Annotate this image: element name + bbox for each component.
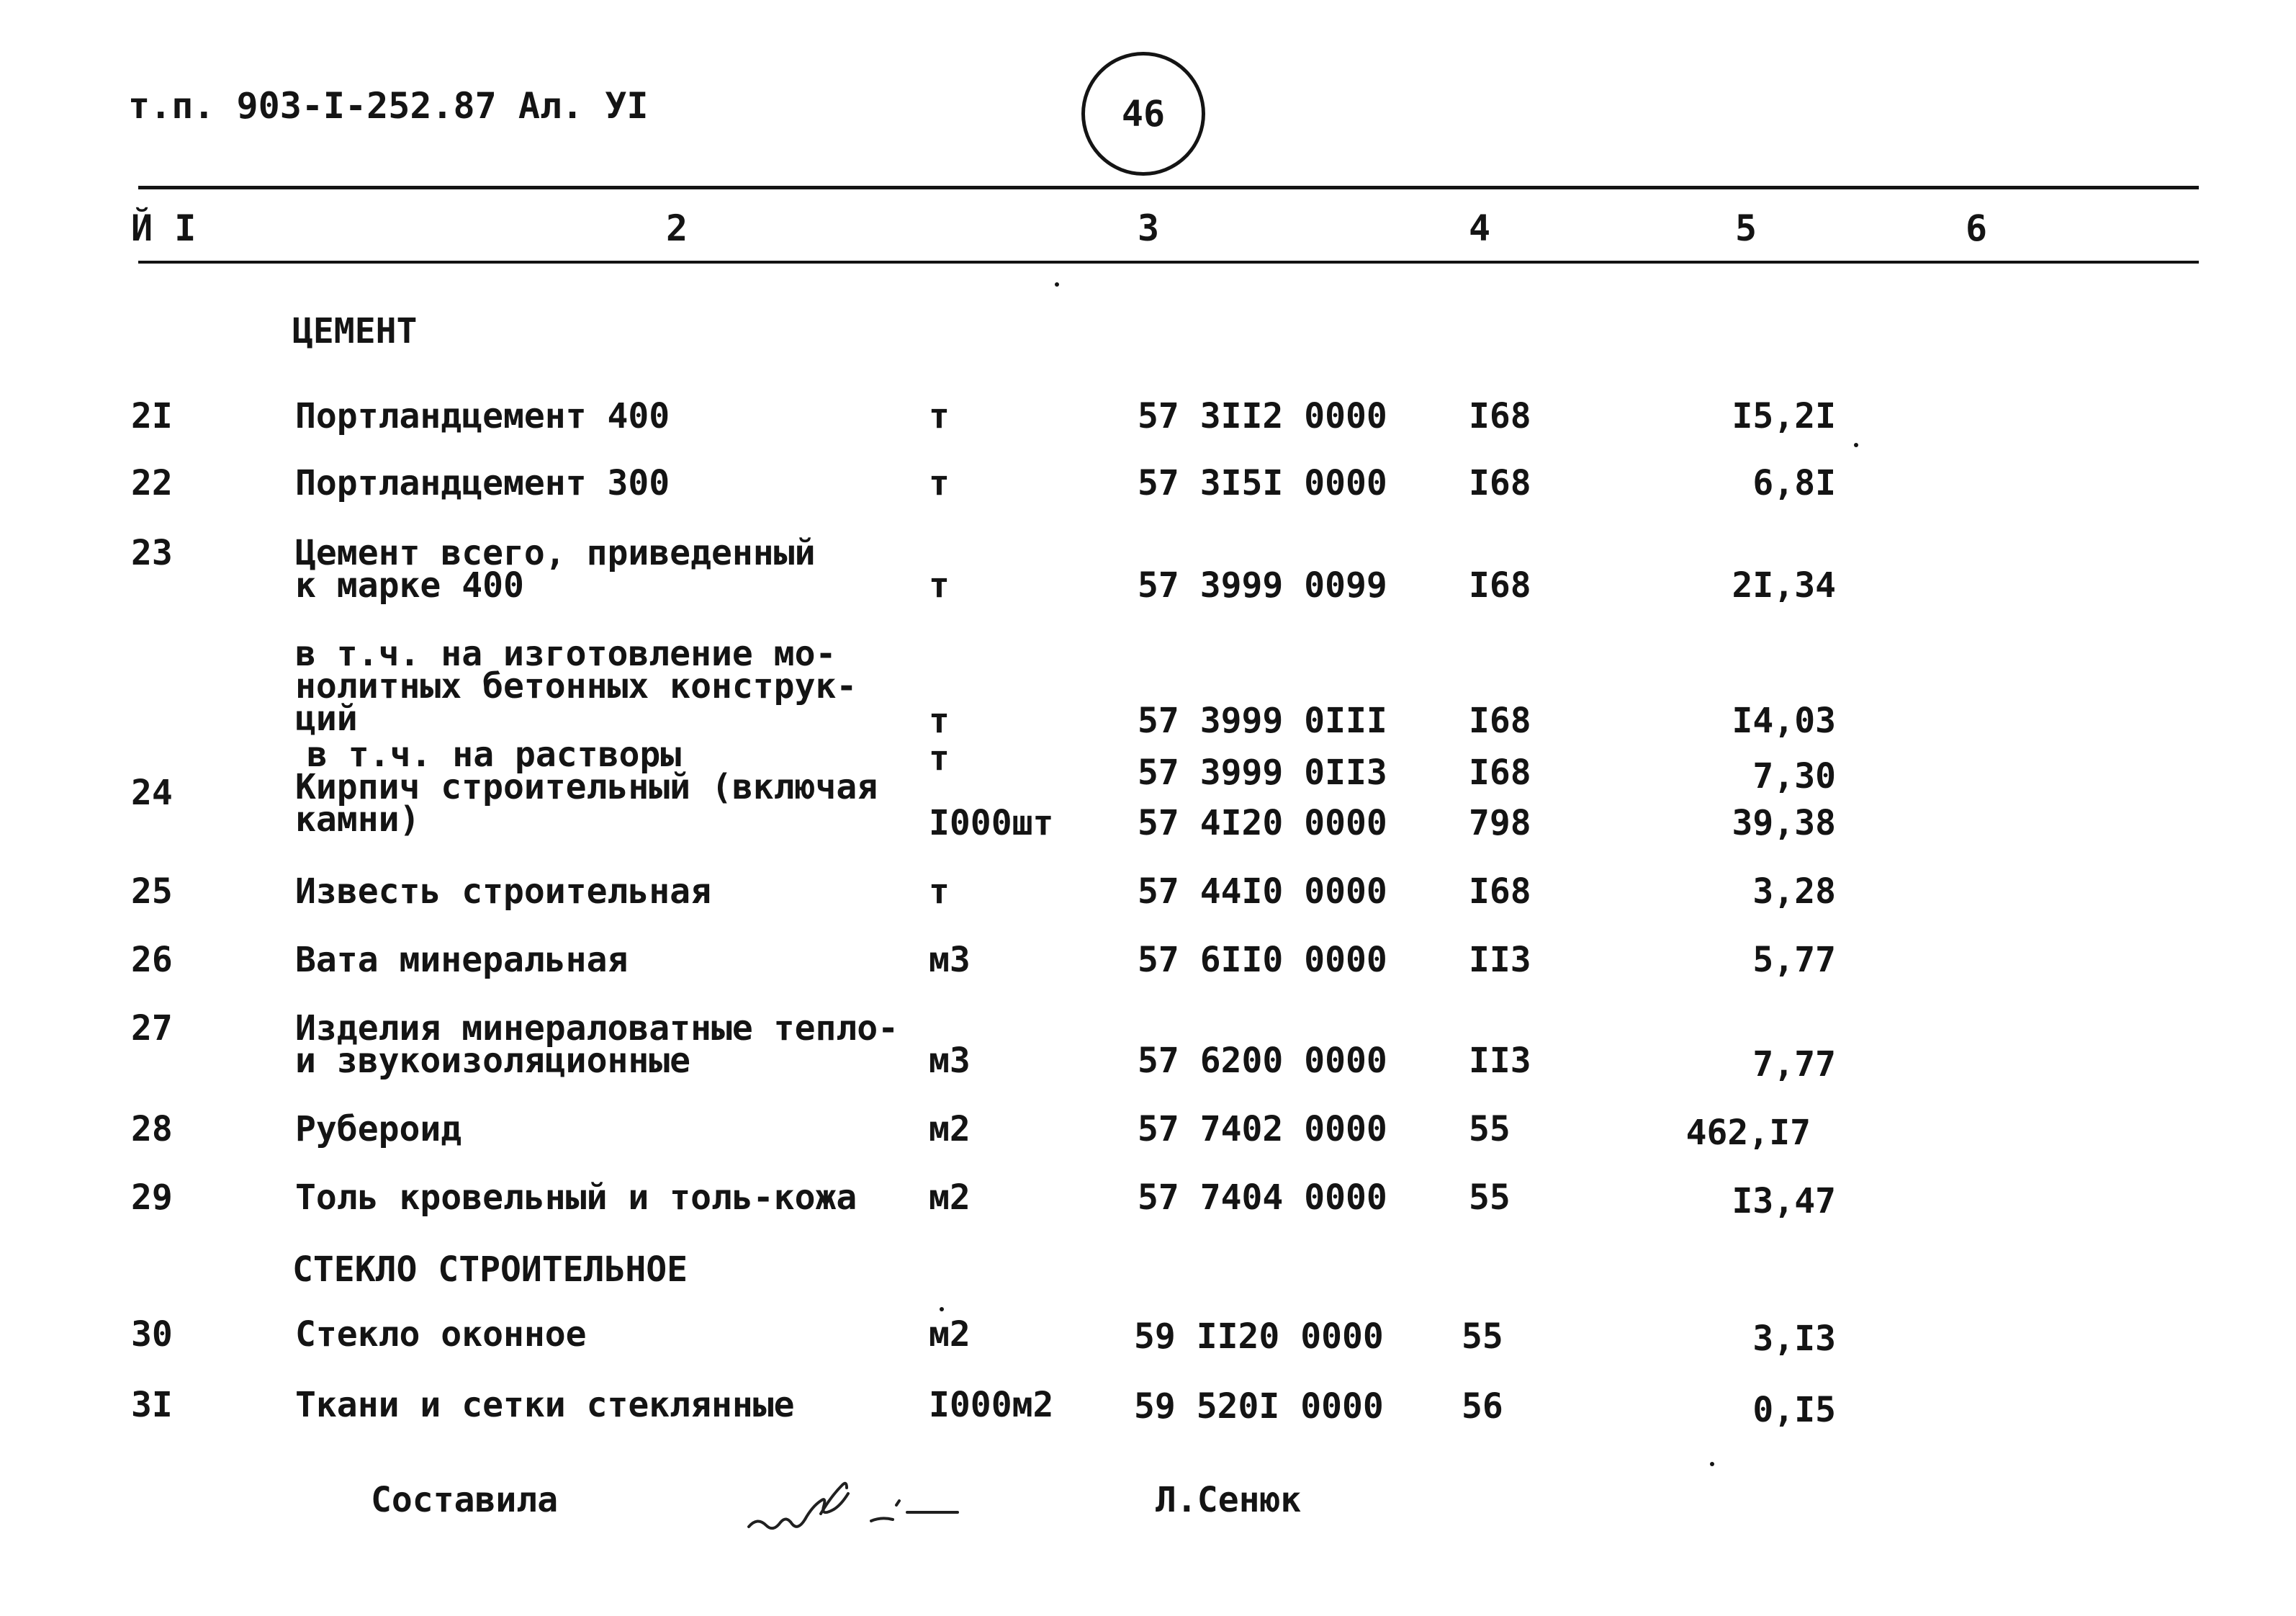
item-name: Портландцемент 400 xyxy=(295,396,670,436)
scan-speck xyxy=(1710,1462,1714,1466)
row-number: 27 xyxy=(131,1008,173,1049)
item-name: Стекло оконное xyxy=(295,1314,587,1355)
product-code: 57 7404 0000 xyxy=(1138,1177,1387,1218)
column-4-value: 55 xyxy=(1469,1109,1511,1149)
unit: м3 xyxy=(929,940,971,980)
table-header-bottom-rule xyxy=(138,261,2199,264)
row-number: 25 xyxy=(131,871,173,912)
unit: м3 xyxy=(929,1041,971,1081)
item-name-continued: камни) xyxy=(295,799,420,840)
item-name: Толь кровельный и толь-кожа xyxy=(295,1177,857,1218)
quantity-value: 5,77 xyxy=(1752,940,1836,980)
section-heading-glass: СТЕКЛО СТРОИТЕЛЬНОЕ xyxy=(292,1249,688,1290)
scan-speck xyxy=(940,1307,944,1311)
column-4-value: 56 xyxy=(1462,1386,1503,1427)
unit: т xyxy=(929,871,950,912)
row-number: 24 xyxy=(131,773,173,813)
unit: т xyxy=(929,396,950,436)
product-code: 57 3I5I 0000 xyxy=(1138,463,1387,503)
product-code: 57 7402 0000 xyxy=(1138,1109,1387,1149)
column-header-4: 4 xyxy=(1469,207,1491,249)
row-number: 3I xyxy=(131,1385,173,1425)
column-4-value: I68 xyxy=(1469,565,1531,606)
product-code: 57 6200 0000 xyxy=(1138,1041,1387,1081)
column-4-value: 55 xyxy=(1462,1316,1503,1357)
unit: I000шт xyxy=(929,803,1054,843)
item-name: Изделия минераловатные тепло- xyxy=(295,1008,899,1049)
quantity-value: I4,03 xyxy=(1732,701,1836,741)
column-header-3: 3 xyxy=(1138,207,1160,249)
item-name: Кирпич строительный (включая xyxy=(295,767,878,807)
product-code: 57 44I0 0000 xyxy=(1138,871,1387,912)
column-header-2: 2 xyxy=(666,207,688,249)
column-4-value: II3 xyxy=(1469,1041,1531,1081)
quantity-value: I5,2I xyxy=(1732,396,1836,436)
scan-speck xyxy=(1055,282,1059,287)
item-name-continued: ций xyxy=(295,699,358,739)
item-name: Цемент всего, приведенный xyxy=(295,533,816,573)
row-number: 2I xyxy=(131,396,173,436)
column-4-value: II3 xyxy=(1469,940,1531,980)
product-code: 57 3999 0II3 xyxy=(1138,753,1387,793)
row-number: 22 xyxy=(131,463,173,503)
quantity-value: 2I,34 xyxy=(1732,565,1836,606)
item-name: в т.ч. на растворы xyxy=(307,735,682,775)
unit: т xyxy=(929,738,950,778)
column-4-value: I68 xyxy=(1469,463,1531,503)
product-code: 57 4I20 0000 xyxy=(1138,803,1387,843)
product-code: 59 II20 0000 xyxy=(1134,1316,1384,1357)
column-header-5: 5 xyxy=(1735,207,1757,249)
page-number: 46 xyxy=(1121,93,1166,135)
item-name-continued: и звукоизоляционные xyxy=(295,1041,691,1081)
column-4-value: I68 xyxy=(1469,396,1531,436)
unit: т xyxy=(929,565,950,606)
column-4-value: I68 xyxy=(1469,701,1531,741)
unit: т xyxy=(929,463,950,503)
item-name: Портландцемент 300 xyxy=(295,463,670,503)
quantity-value: 462,I7 xyxy=(1685,1113,1811,1153)
product-code: 59 520I 0000 xyxy=(1134,1386,1384,1427)
quantity-value: 0,I5 xyxy=(1752,1390,1836,1430)
unit: м2 xyxy=(929,1314,971,1355)
item-name: Вата минеральная xyxy=(295,940,629,980)
quantity-value: I3,47 xyxy=(1732,1181,1836,1221)
column-header-1: Й I xyxy=(131,207,197,249)
quantity-value: 3,I3 xyxy=(1752,1319,1836,1359)
unit: м2 xyxy=(929,1177,971,1218)
product-code: 57 3999 0099 xyxy=(1138,565,1387,606)
composed-by-label: Составила xyxy=(371,1480,559,1520)
unit: м2 xyxy=(929,1109,971,1149)
row-number: 28 xyxy=(131,1109,173,1149)
quantity-value: 7,30 xyxy=(1752,756,1836,796)
quantity-value: 7,77 xyxy=(1752,1044,1836,1085)
section-heading-cement: ЦЕМЕНТ xyxy=(292,311,418,351)
item-name-continued: к марке 400 xyxy=(295,565,524,606)
document-reference: т.п. 903-I-252.87 Ал. УI xyxy=(128,85,649,127)
scan-speck xyxy=(1854,443,1858,447)
item-name: Ткани и сетки стеклянные xyxy=(295,1385,795,1425)
row-number: 30 xyxy=(131,1314,173,1355)
quantity-value: 6,8I xyxy=(1752,463,1836,503)
quantity-value: 39,38 xyxy=(1732,803,1836,843)
page-number-circle xyxy=(1081,52,1205,176)
column-header-6: 6 xyxy=(1966,207,1988,249)
unit: т xyxy=(929,701,950,741)
composer-name: Л.Сенюк xyxy=(1156,1480,1302,1520)
item-name: в т.ч. на изготовление мо- xyxy=(295,634,837,674)
quantity-value: 3,28 xyxy=(1752,871,1836,912)
item-name-continued: нолитных бетонных конструк- xyxy=(295,666,857,706)
product-code: 57 6II0 0000 xyxy=(1138,940,1387,980)
product-code: 57 3II2 0000 xyxy=(1138,396,1387,436)
column-4-value: 798 xyxy=(1469,803,1531,843)
row-number: 29 xyxy=(131,1177,173,1218)
table-top-rule xyxy=(138,186,2199,189)
unit: I000м2 xyxy=(929,1385,1054,1425)
column-4-value: I68 xyxy=(1469,871,1531,912)
item-name: Рубероид xyxy=(295,1109,462,1149)
row-number: 23 xyxy=(131,533,173,573)
product-code: 57 3999 0III xyxy=(1138,701,1387,741)
column-4-value: 55 xyxy=(1469,1177,1511,1218)
handwritten-signature xyxy=(734,1462,965,1541)
item-name: Известь строительная xyxy=(295,871,711,912)
row-number: 26 xyxy=(131,940,173,980)
column-4-value: I68 xyxy=(1469,753,1531,793)
